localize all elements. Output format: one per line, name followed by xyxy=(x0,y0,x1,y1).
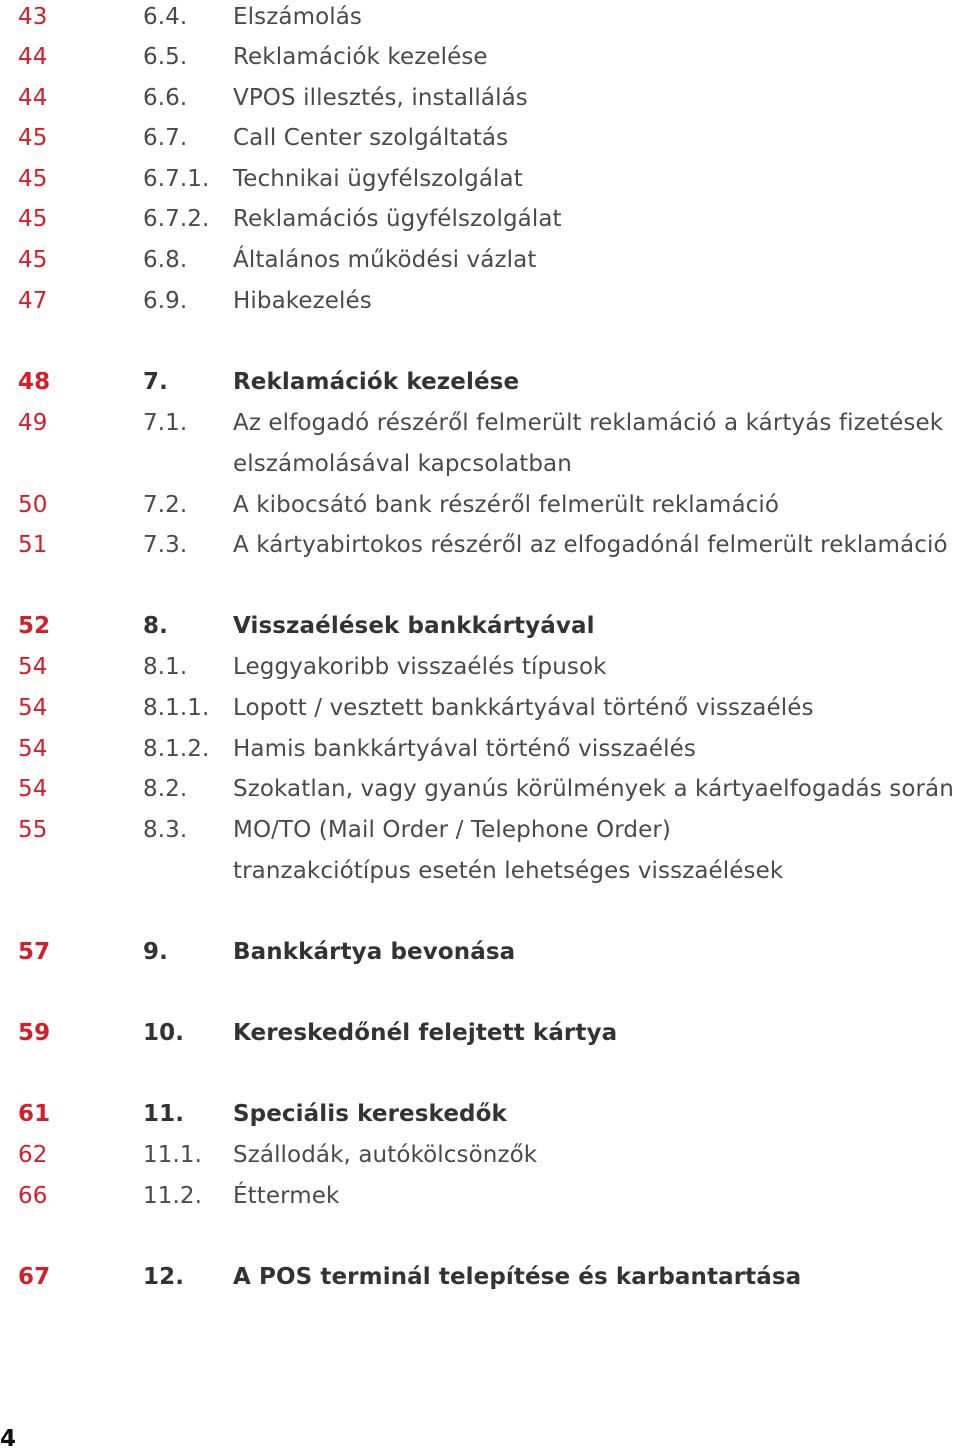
toc-entry xyxy=(0,1013,960,1053)
toc-entry xyxy=(0,688,960,728)
toc-section-number: 6.7.2. xyxy=(143,206,210,232)
toc-entry xyxy=(0,37,960,77)
toc-section-title: Speciális kereskedők xyxy=(233,1101,507,1127)
toc-section-number: 8.1.1. xyxy=(143,695,210,721)
toc-section-title: Reklamációk kezelése xyxy=(233,369,520,395)
toc-section-title: Visszaélések bankkártyával xyxy=(233,613,595,639)
toc-section-title: Call Center szolgáltatás xyxy=(233,125,509,151)
toc-entry xyxy=(0,1135,960,1175)
toc-entry xyxy=(0,1257,960,1297)
toc-section-number: 7.1. xyxy=(143,410,188,436)
toc-section-number: 7.3. xyxy=(143,532,188,558)
toc-entry xyxy=(0,0,960,37)
toc-entry xyxy=(0,78,960,118)
toc-section-number: 10. xyxy=(143,1020,185,1046)
toc-section-title: elszámolásával kapcsolatban xyxy=(233,451,572,477)
toc-entry xyxy=(0,525,960,565)
toc-entry xyxy=(0,362,960,402)
toc-entry xyxy=(0,1094,960,1134)
toc-section-number: 8.2. xyxy=(143,776,188,802)
toc-page-number: 45 xyxy=(18,166,48,192)
toc-entry-continuation xyxy=(0,444,960,484)
toc-entry xyxy=(0,810,960,850)
toc-section-title: Bankkártya bevonása xyxy=(233,939,516,965)
toc-page-number: 52 xyxy=(18,613,51,639)
toc-entry xyxy=(0,118,960,158)
toc-entry xyxy=(0,647,960,687)
toc-section-title: Szállodák, autókölcsönzők xyxy=(233,1142,538,1168)
toc-section-number: 8. xyxy=(143,613,168,639)
toc-section-title: Az elfogadó részéről felmerült reklamáció a kártyás fizetések xyxy=(233,410,944,436)
toc-page-number: 49 xyxy=(18,410,48,436)
toc-page-number: 55 xyxy=(18,817,48,843)
toc-entry-continuation xyxy=(0,851,960,891)
toc-section-number: 8.1. xyxy=(143,654,188,680)
toc-section-number: 6.8. xyxy=(143,247,188,273)
toc-entry xyxy=(0,606,960,646)
toc-section-title: Leggyakoribb visszaélés típusok xyxy=(233,654,607,680)
toc-entry xyxy=(0,1176,960,1216)
toc-page-number: 48 xyxy=(18,369,51,395)
toc-entry xyxy=(0,159,960,199)
toc-section-number: 6.7.1. xyxy=(143,166,210,192)
toc-page-number: 51 xyxy=(18,532,48,558)
toc-page-number: 45 xyxy=(18,206,48,232)
toc-section-title: Technikai ügyfélszolgálat xyxy=(233,166,523,192)
toc-page-number: 50 xyxy=(18,492,48,518)
toc-page-number: 54 xyxy=(18,736,48,762)
toc-entry xyxy=(0,932,960,972)
toc-page-number: 54 xyxy=(18,776,48,802)
toc-section-title: A kibocsátó bank részéről felmerült reklamáció xyxy=(233,492,780,518)
footer-page-number: 4 xyxy=(0,1426,17,1452)
toc-page-number: 45 xyxy=(18,247,48,273)
toc-section-title: A POS terminál telepítése és karbantartása xyxy=(233,1264,802,1290)
toc-section-number: 12. xyxy=(143,1264,185,1290)
toc-section-number: 11.2. xyxy=(143,1183,203,1209)
toc-section-title: Elszámolás xyxy=(233,4,363,30)
toc-section-number: 7.2. xyxy=(143,492,188,518)
toc-section-title: Reklamációs ügyfélszolgálat xyxy=(233,206,562,232)
toc-page-number: 59 xyxy=(18,1020,51,1046)
toc-section-number: 6.6. xyxy=(143,85,188,111)
toc-entry xyxy=(0,240,960,280)
toc-section-title: MO/TO (Mail Order / Telephone Order) xyxy=(233,817,671,843)
toc-page-number: 54 xyxy=(18,654,48,680)
toc-section-number: 6.9. xyxy=(143,288,188,314)
toc-section-number: 6.4. xyxy=(143,4,188,30)
toc-entry xyxy=(0,199,960,239)
toc-entry xyxy=(0,485,960,525)
toc-section-title: A kártyabirtokos részéről az elfogadónál felmerült reklamáció xyxy=(233,532,948,558)
toc-page-number: 61 xyxy=(18,1101,51,1127)
toc-page-number: 45 xyxy=(18,125,48,151)
toc-section-title: Éttermek xyxy=(233,1183,340,1209)
toc-section-number: 6.5. xyxy=(143,44,188,70)
toc-section-title: VPOS illesztés, installálás xyxy=(233,85,528,111)
toc-section-number: 9. xyxy=(143,939,168,965)
toc-section-title: tranzakciótípus esetén lehetséges visszaélések xyxy=(233,858,784,884)
toc-entry xyxy=(0,729,960,769)
toc-section-title: Kereskedőnél felejtett kártya xyxy=(233,1020,618,1046)
toc-page-number: 44 xyxy=(18,44,48,70)
toc-section-number: 8.1.2. xyxy=(143,736,210,762)
toc-section-title: Szokatlan, vagy gyanús körülmények a kártyaelfogadás során xyxy=(233,776,954,802)
toc-page-number: 47 xyxy=(18,288,48,314)
toc-section-title: Hibakezelés xyxy=(233,288,372,314)
toc-section-title: Hamis bankkártyával történő visszaélés xyxy=(233,736,696,762)
toc-page-number: 44 xyxy=(18,85,48,111)
toc-page-number: 54 xyxy=(18,695,48,721)
toc-page-number: 66 xyxy=(18,1183,48,1209)
toc-entry xyxy=(0,403,960,443)
toc-page-number: 57 xyxy=(18,939,51,965)
toc-entry xyxy=(0,281,960,321)
toc-section-title: Általános működési vázlat xyxy=(233,247,537,273)
toc-section-number: 8.3. xyxy=(143,817,188,843)
toc-section-number: 11. xyxy=(143,1101,185,1127)
toc-section-number: 7. xyxy=(143,369,168,395)
toc-section-title: Lopott / vesztett bankkártyával történő visszaélés xyxy=(233,695,814,721)
toc-section-number: 6.7. xyxy=(143,125,188,151)
toc-section-title: Reklamációk kezelése xyxy=(233,44,488,70)
toc-entry xyxy=(0,769,960,809)
toc-section-number: 11.1. xyxy=(143,1142,203,1168)
toc-page-number: 67 xyxy=(18,1264,51,1290)
toc-page-number: 62 xyxy=(18,1142,48,1168)
toc-page-number: 43 xyxy=(18,4,48,30)
